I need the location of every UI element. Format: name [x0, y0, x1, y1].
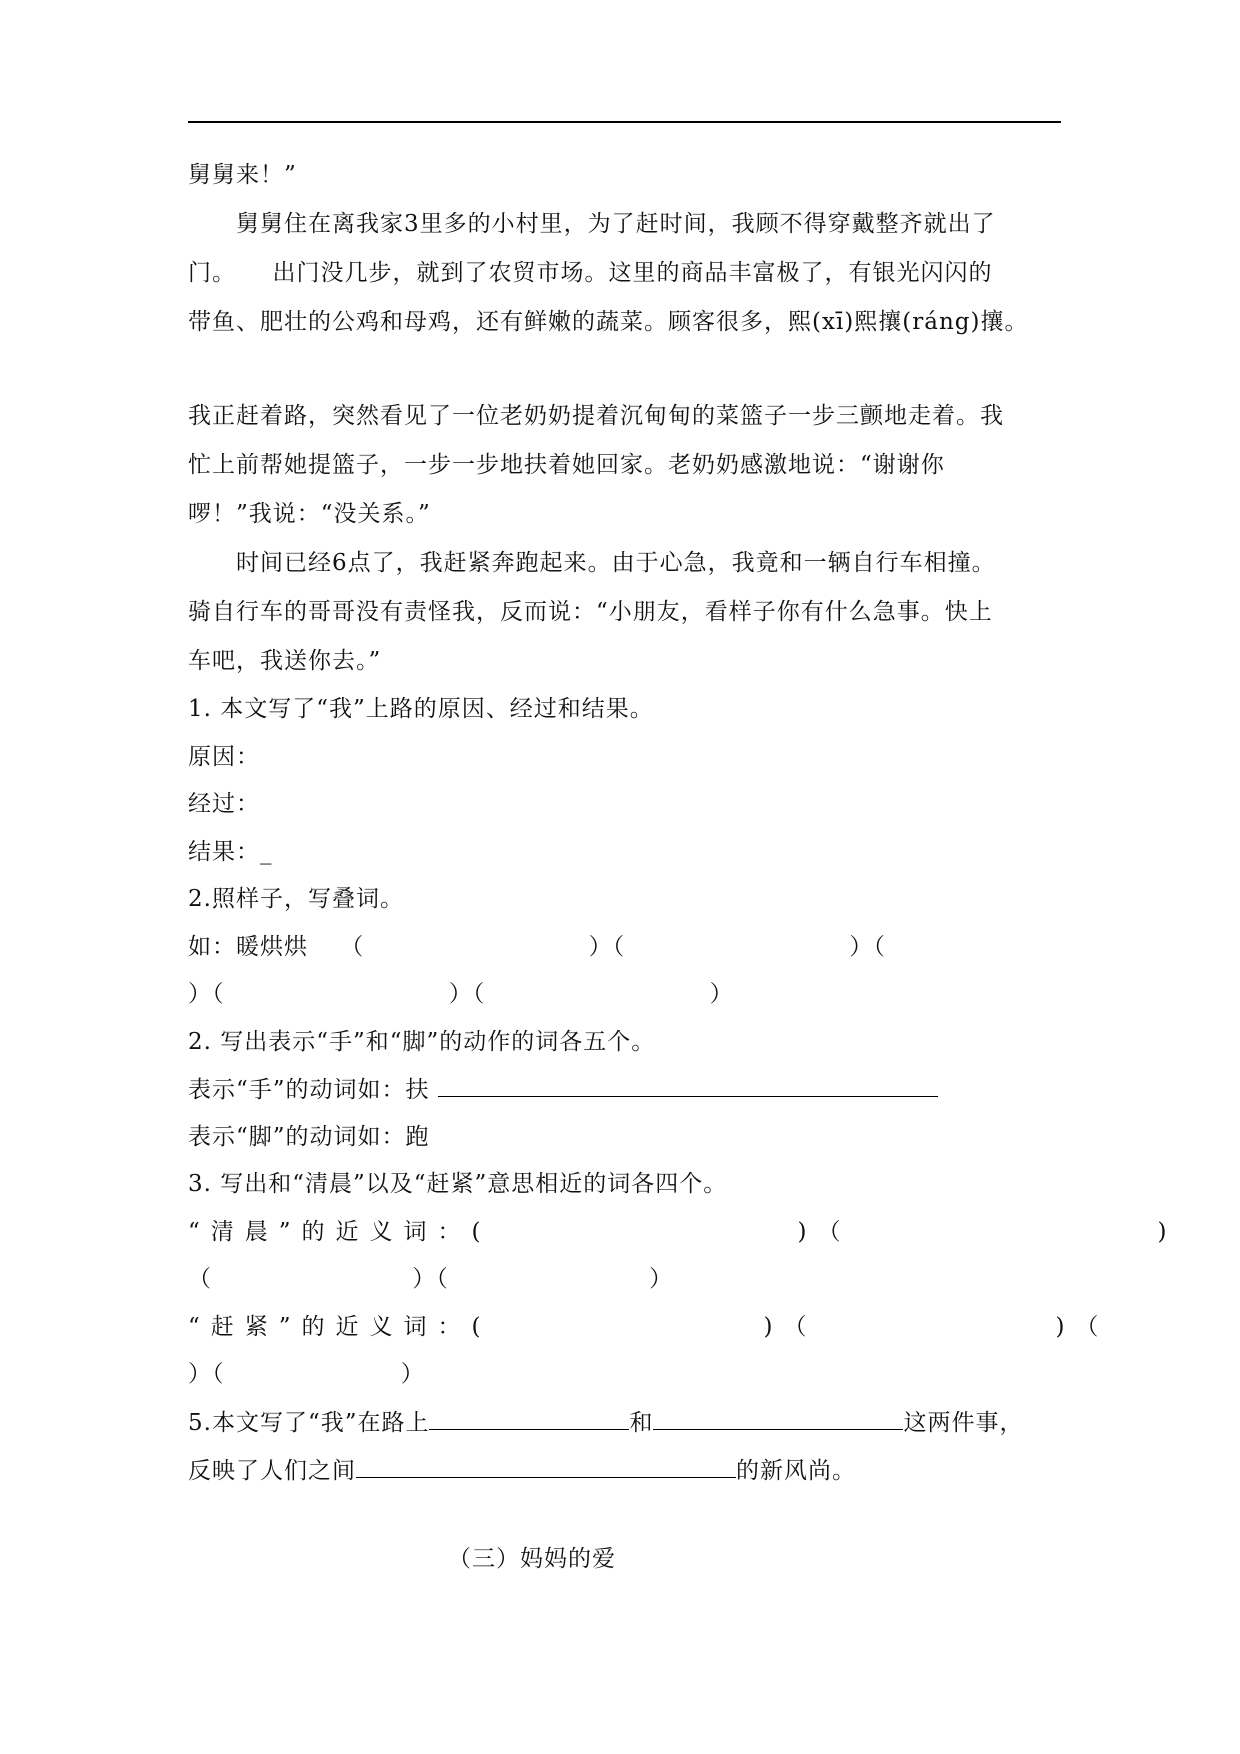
text-line: 舅舅住在离我家3里多的小村里，为了赶时间，我顾不得穿戴整齐就出了	[236, 211, 996, 237]
question-5-text: 反映了人们之间	[188, 1458, 356, 1484]
text-line: 带鱼、肥壮的公鸡和母鸡，还有鲜嫩的蔬菜。顾客很多，熙(xī)熙攘(ráng)攘。	[188, 309, 1029, 335]
question-3: 3. 写出和“清晨”以及“赶紧”意思相近的词各四个。	[188, 1171, 728, 1197]
question-2: 2.照样子，写叠词。	[188, 886, 404, 912]
text-line: 我正赶着路，突然看见了一位老奶奶提着沉甸甸的菜篮子一步三颤地走着。我	[188, 403, 1004, 429]
answer-brackets: 如：暖烘烘 （ ）（ ）（	[188, 934, 886, 960]
text-line: 门。 出门没几步，就到了农贸市场。这里的商品丰富极了，有银光闪闪的	[188, 260, 993, 286]
question-5-line-2	[188, 1455, 856, 1486]
answer-label-process: 经过：	[188, 791, 260, 817]
text-line: 舅舅来！”	[188, 162, 297, 188]
question-5-text: 这两件事，	[903, 1410, 1024, 1436]
question-2b: 2. 写出表示“手”和“脚”的动作的词各五个。	[188, 1029, 656, 1055]
text-line: 时间已经6点了，我赶紧奔跑起来。由于心急，我竟和一辆自行车相撞。	[236, 550, 996, 576]
text-line: 车吧，我送你去。”	[188, 648, 382, 674]
answer-label-result: 结果：_	[188, 839, 273, 865]
answer-blank[interactable]	[429, 1407, 629, 1430]
question-5-text: 和	[629, 1410, 654, 1436]
synonym-line: “清晨”的近义词：( )（ )	[188, 1219, 1178, 1245]
synonym-line: ）（ ）	[188, 1361, 425, 1387]
synonym-line: “赶紧”的近义词：( )（ )（	[188, 1314, 1110, 1340]
header-rule	[188, 121, 1061, 123]
text-line: 骑自行车的哥哥没有责怪我，反而说：“小朋友，看样子你有什么急事。快上	[188, 599, 993, 625]
question-1: 1. 本文写了“我”上路的原因、经过和结果。	[188, 696, 654, 722]
answer-label-reason: 原因：	[188, 744, 260, 770]
foot-verbs-line: 表示“脚”的动词如：跑	[188, 1124, 430, 1150]
answer-blank[interactable]	[653, 1407, 903, 1430]
answer-brackets: ）（ ）（ ）	[188, 981, 734, 1007]
question-5-line-1	[188, 1407, 1023, 1438]
hand-verbs-label: 表示“手”的动词如：扶	[188, 1077, 430, 1103]
synonym-line: （ ）（ ）	[188, 1266, 674, 1292]
text-line: 忙上前帮她提篮子，一步一步地扶着她回家。老奶奶感激地说：“谢谢你	[188, 452, 945, 478]
hand-verbs-line	[188, 1074, 938, 1105]
section-title: （三）妈妈的爱	[448, 1546, 616, 1572]
question-5-text: 5.本文写了“我”在路上	[188, 1410, 430, 1436]
answer-blank[interactable]	[356, 1455, 736, 1478]
answer-blank[interactable]	[438, 1074, 938, 1097]
question-5-text: 的新风尚。	[736, 1458, 856, 1484]
text-line: 啰！”我说：“没关系。”	[188, 501, 431, 527]
